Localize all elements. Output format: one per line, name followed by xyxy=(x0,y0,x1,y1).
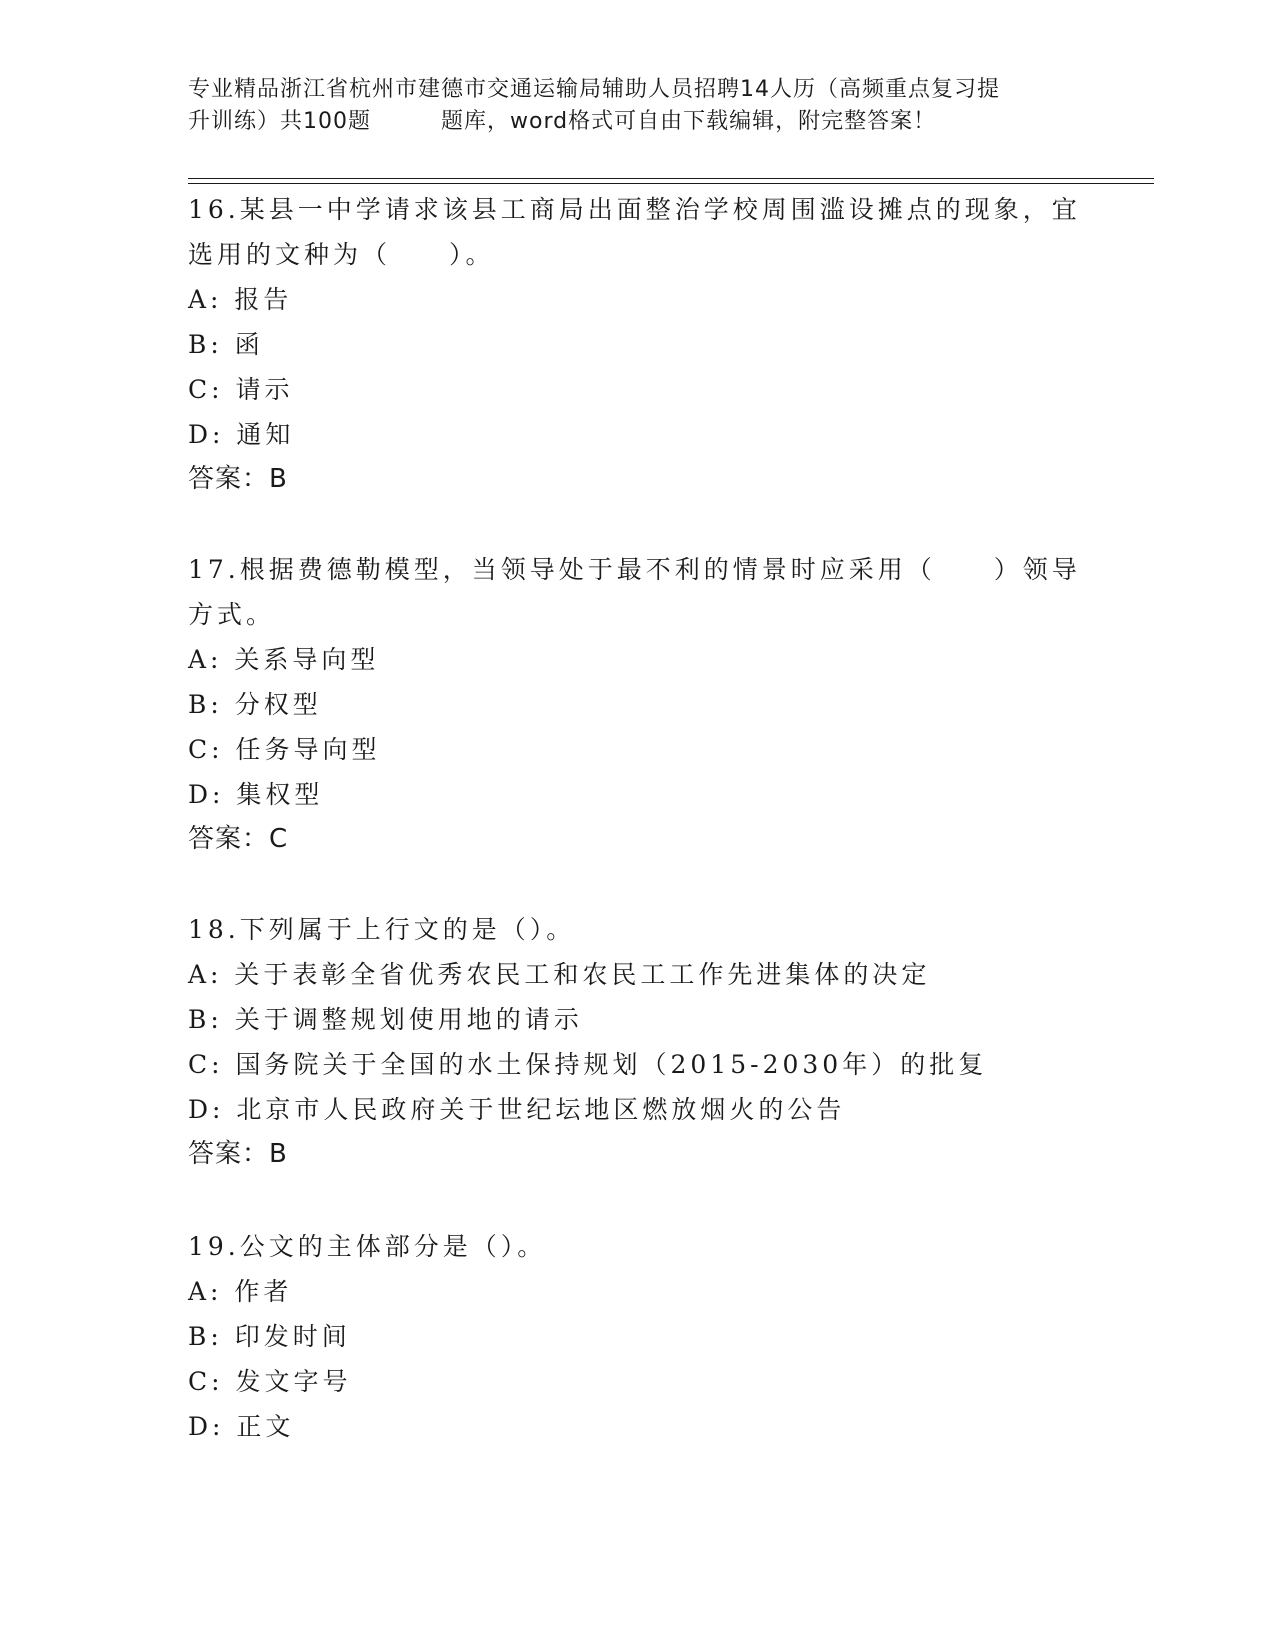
option-d: D: 集权型 xyxy=(188,780,324,809)
question-18 xyxy=(188,907,1088,1177)
header-divider-top xyxy=(188,178,1154,179)
question-stem: 17.根据费德勒模型，当领导处于最不利的情景时应采用（ ）领导 xyxy=(188,555,1081,584)
question-stem: 选用的文种为（ ）。 xyxy=(188,240,495,269)
option-b: B: 印发时间 xyxy=(188,1322,351,1351)
question-16 xyxy=(188,187,1088,502)
option-a: A: 关于表彰全省优秀农民工和农民工工作先进集体的决定 xyxy=(188,960,931,989)
document-header xyxy=(188,74,1088,138)
option-d: D: 正文 xyxy=(188,1412,295,1441)
header-line-2-part-b: 题库，word格式可自由下载编辑，附完整答案！ xyxy=(441,109,937,134)
answer: 答案：B xyxy=(188,464,288,494)
answer: 答案：C xyxy=(188,824,289,854)
option-c: C: 国务院关于全国的水土保持规划（2015-2030年）的批复 xyxy=(188,1050,988,1079)
question-19 xyxy=(188,1224,1088,1449)
option-b: B: 关于调整规划使用地的请示 xyxy=(188,1005,583,1034)
option-c: C: 请示 xyxy=(188,375,294,404)
answer: 答案：B xyxy=(188,1139,288,1169)
option-b: B: 分权型 xyxy=(188,690,322,719)
question-17 xyxy=(188,547,1088,862)
question-stem: 19.公文的主体部分是（）。 xyxy=(188,1232,547,1261)
header-divider-bottom xyxy=(188,183,1154,184)
option-a: A: 关系导向型 xyxy=(188,645,380,674)
question-stem: 16.某县一中学请求该县工商局出面整治学校周围滥设摊点的现象，宜 xyxy=(188,195,1081,224)
option-c: C: 任务导向型 xyxy=(188,735,381,764)
option-c: C: 发文字号 xyxy=(188,1367,352,1396)
header-line-2-part-a: 升训练）共100题 xyxy=(188,109,371,134)
header-line-2 xyxy=(188,106,1088,138)
option-b: B: 函 xyxy=(188,330,264,359)
question-stem: 18.下列属于上行文的是（）。 xyxy=(188,915,576,944)
question-stem: 方式。 xyxy=(188,600,276,629)
option-a: A: 报告 xyxy=(188,285,293,314)
header-line-1: 专业精品浙江省杭州市建德市交通运输局辅助人员招聘14人历（高频重点复习提 xyxy=(188,77,1000,102)
option-d: D: 通知 xyxy=(188,420,295,449)
option-d: D: 北京市人民政府关于世纪坛地区燃放烟火的公告 xyxy=(188,1095,846,1124)
option-a: A: 作者 xyxy=(188,1277,293,1306)
